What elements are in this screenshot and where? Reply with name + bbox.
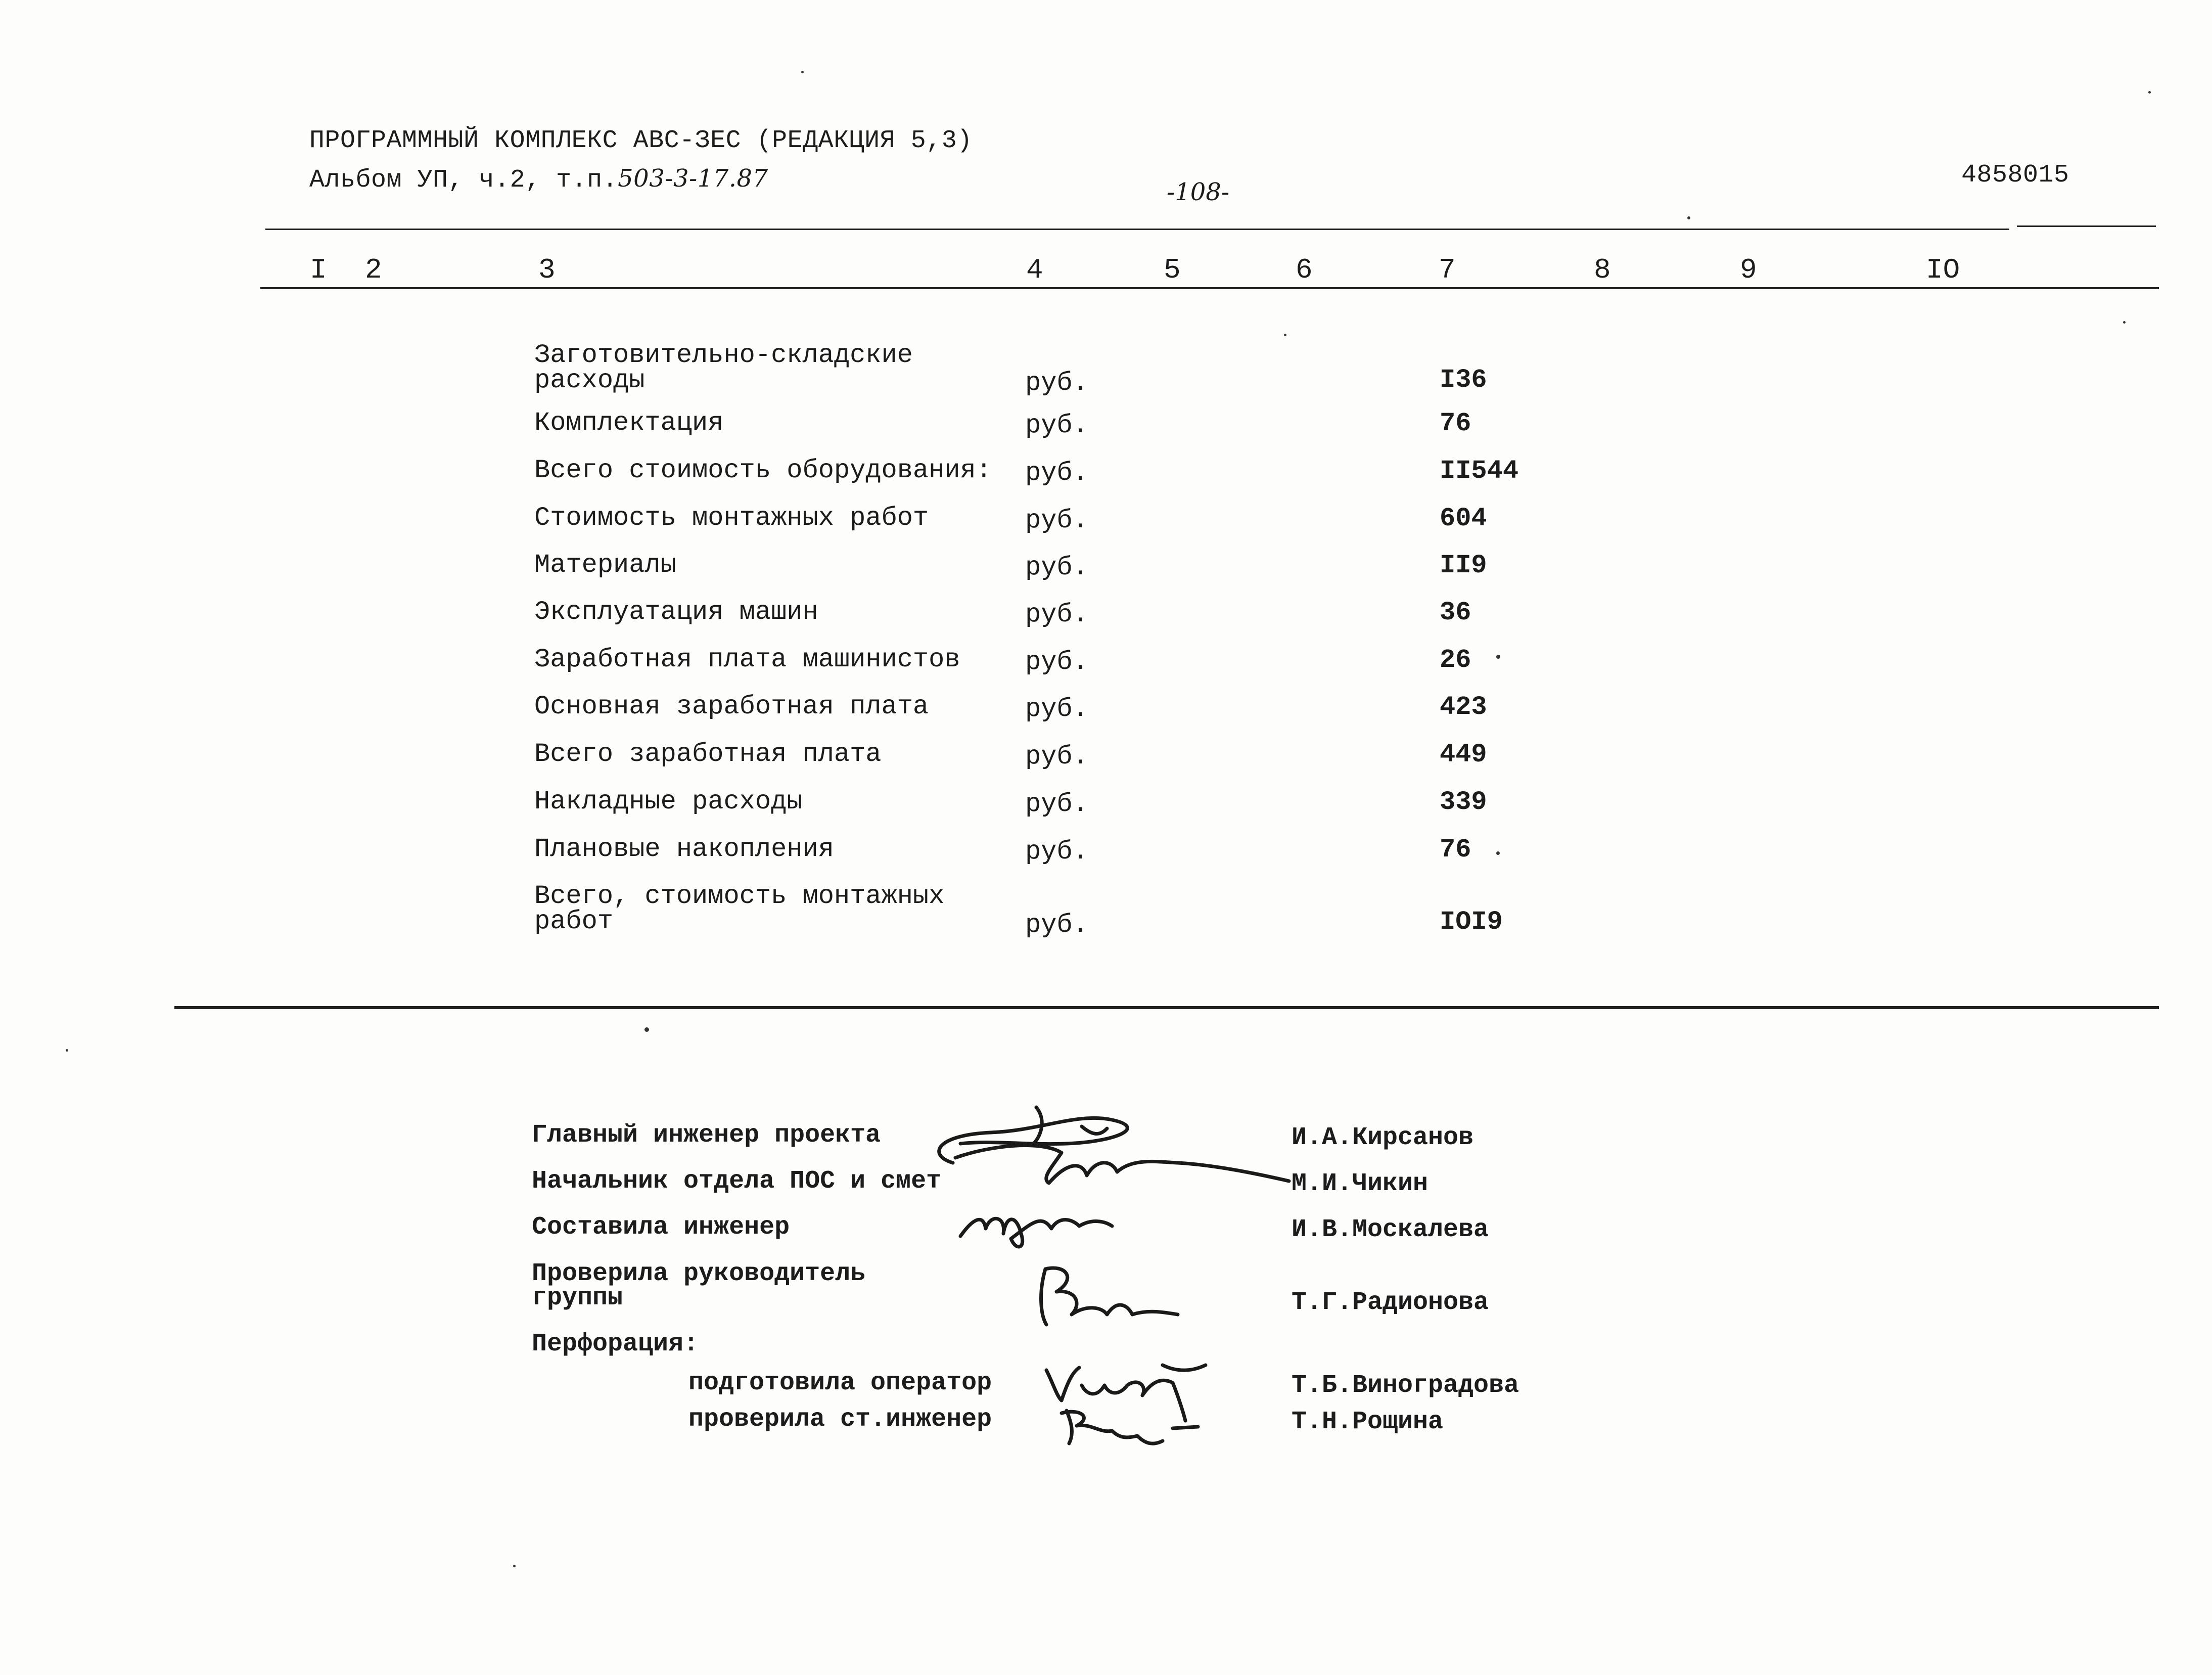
signature-name: Т.Н.Рощина: [1292, 1408, 1444, 1436]
scan-speck: [2148, 91, 2151, 94]
program-title: ПРОГРАММНЫЙ КОМПЛЕКС АВС-ЗЕС (РЕДАКЦИЯ 5,3): [309, 126, 973, 155]
document-number: 4858015: [1961, 161, 2069, 190]
row-value: IOI9: [1440, 907, 1503, 937]
scan-speck: [644, 1027, 649, 1032]
signature-name: И.В.Москалева: [1292, 1215, 1489, 1244]
row-value: 449: [1440, 740, 1487, 769]
row-description: Заготовительно-складские расходы: [534, 340, 913, 395]
signature-name: Т.Б.Виноградова: [1292, 1371, 1519, 1400]
signature-name: И.А.Кирсанов: [1292, 1123, 1474, 1152]
row-description: Плановые накопления: [534, 834, 834, 864]
row-value: 26: [1440, 645, 1471, 675]
scan-speck: [66, 1049, 68, 1052]
signature-role: проверила ст.инженер: [688, 1405, 992, 1434]
row-unit: руб.: [1025, 742, 1088, 772]
signature-role: Начальник отдела ПОС и смет: [532, 1167, 942, 1196]
row-description: Стоимость монтажных работ: [534, 503, 929, 533]
scan-speck: [801, 71, 804, 73]
row-unit: руб.: [1025, 506, 1088, 535]
row-value: II544: [1440, 456, 1519, 486]
scan-speck: [1284, 334, 1286, 336]
row-value: 76: [1440, 409, 1471, 438]
row-unit: руб.: [1025, 368, 1088, 398]
column-number-9: 9: [1740, 254, 1757, 286]
row-description: Заработная плата машинистов: [534, 645, 960, 674]
column-number-2: 2: [365, 254, 382, 286]
column-number-5: 5: [1164, 254, 1181, 286]
row-description: Основная заработная плата: [534, 692, 929, 721]
project-code-handwritten: 503-3-17.87: [618, 164, 768, 193]
row-unit: руб.: [1025, 411, 1088, 440]
row-value: 36: [1440, 598, 1471, 627]
row-description: Комплектация: [534, 408, 724, 438]
column-number-6: 6: [1296, 254, 1313, 286]
signature-name: Т.Г.Радионова: [1292, 1288, 1489, 1317]
signature-role: подготовила оператор: [688, 1369, 992, 1397]
row-description: Материалы: [534, 550, 676, 580]
signature-moskaleva: [960, 1218, 1112, 1247]
row-value: I36: [1440, 365, 1487, 395]
row-value: 339: [1440, 787, 1487, 817]
row-description: Эксплуатация машин: [534, 597, 818, 627]
page-number: -108-: [1167, 178, 1230, 206]
column-number-8: 8: [1594, 254, 1611, 286]
perforation-heading: Перфорация:: [532, 1330, 699, 1359]
scan-speck: [513, 1565, 516, 1567]
row-unit: руб.: [1025, 647, 1088, 677]
row-unit: руб.: [1025, 694, 1088, 724]
row-unit: руб.: [1025, 910, 1088, 940]
row-unit: руб.: [1025, 553, 1088, 582]
scan-speck: [1496, 655, 1500, 659]
row-description: Накладные расходы: [534, 787, 803, 817]
scan-speck: [2123, 321, 2126, 324]
column-number-1: I: [310, 254, 327, 286]
row-unit: руб.: [1025, 789, 1088, 819]
scan-speck: [1687, 216, 1690, 219]
signature-role: Составила инженер: [532, 1213, 790, 1242]
column-number-4: 4: [1026, 254, 1043, 286]
signature-chikin: [955, 1146, 1289, 1183]
row-value: 423: [1440, 692, 1487, 722]
signature-role: Проверила руководитель группы: [532, 1259, 866, 1312]
column-number-3: 3: [538, 254, 556, 286]
row-value: II9: [1440, 551, 1487, 580]
row-description: Всего, стоимость монтажных работ: [534, 881, 945, 936]
row-unit: руб.: [1025, 458, 1088, 488]
row-unit: руб.: [1025, 600, 1088, 629]
row-description: Всего заработная плата: [534, 739, 882, 769]
column-number-10: IO: [1926, 254, 1960, 286]
row-value: 76: [1440, 835, 1471, 865]
signature-name: М.И.Чикин: [1292, 1169, 1428, 1198]
row-unit: руб.: [1025, 837, 1088, 867]
signature-radionova: [1041, 1268, 1178, 1325]
signature-role: Главный инженер проекта: [532, 1121, 881, 1150]
album-reference-prefix: Альбом УП, ч.2, т.п.: [309, 166, 618, 195]
row-value: 604: [1440, 504, 1487, 533]
scan-speck: [1496, 851, 1500, 855]
row-description: Всего стоимость оборудования:: [534, 456, 992, 485]
column-number-7: 7: [1439, 254, 1456, 286]
signature-roshchina: [1062, 1411, 1198, 1443]
